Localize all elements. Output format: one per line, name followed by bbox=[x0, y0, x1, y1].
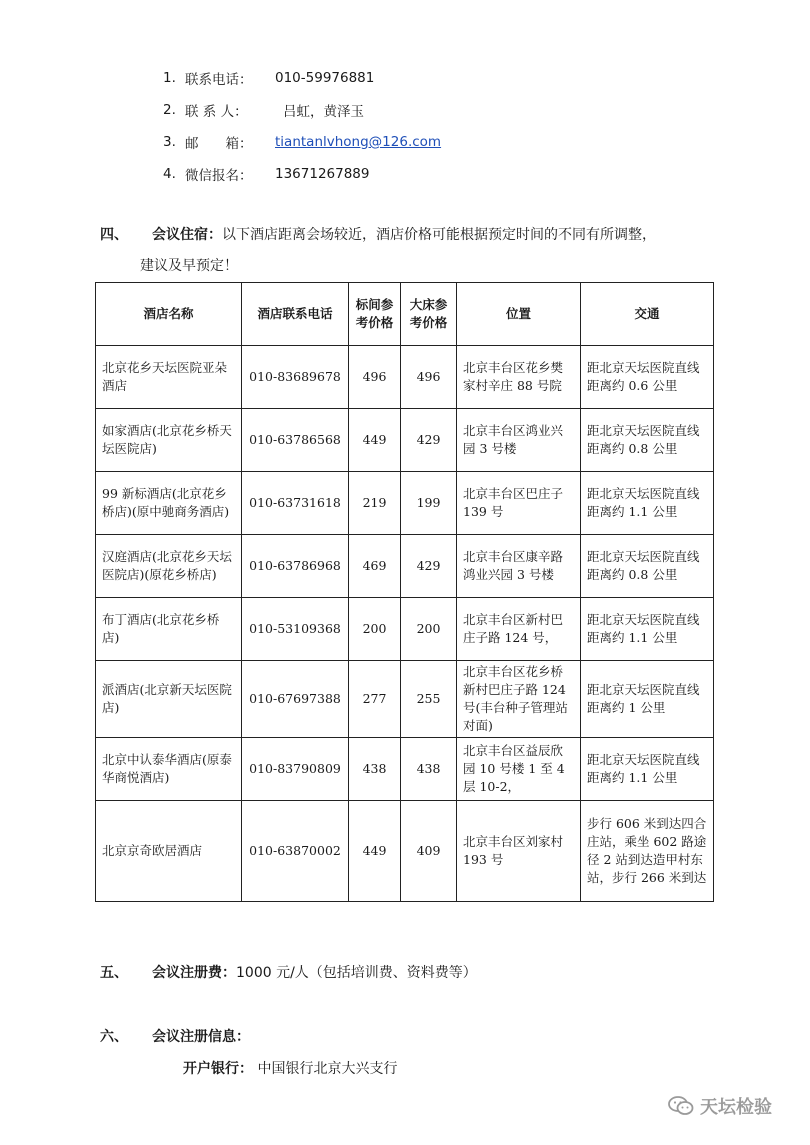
section-6-heading bbox=[100, 1026, 250, 1046]
list-number: 2. bbox=[163, 102, 176, 118]
hotel-name: 北京中认泰华酒店(原泰华商悦酒店) bbox=[96, 738, 242, 801]
table-row bbox=[96, 472, 714, 535]
list-number: 3. bbox=[163, 134, 176, 150]
standard-price: 449 bbox=[349, 801, 401, 902]
list-number: 1. bbox=[163, 70, 176, 86]
hotel-name: 派酒店(北京新天坛医院店) bbox=[96, 661, 242, 738]
hotel-phone: 010-63786568 bbox=[242, 409, 349, 472]
table-header-row bbox=[96, 283, 714, 346]
bank-info bbox=[183, 1058, 397, 1078]
section-text: 1000 元/人（包括培训费、资料费等） bbox=[236, 965, 477, 981]
hotel-location: 北京丰台区花乡樊家村辛庄 88 号院 bbox=[457, 346, 581, 409]
hotel-location: 北京丰台区康辛路鸿业兴园 3 号楼 bbox=[457, 535, 581, 598]
contact-list bbox=[163, 62, 441, 190]
header-location: 位置 bbox=[457, 283, 581, 346]
table-row bbox=[96, 661, 714, 738]
hotel-phone: 010-53109368 bbox=[242, 598, 349, 661]
hotel-location: 北京丰台区新村巴庄子路 124 号， bbox=[457, 598, 581, 661]
contact-value: 吕虹，黄泽玉 bbox=[283, 104, 364, 120]
table-row bbox=[96, 738, 714, 801]
contact-wechat bbox=[163, 158, 441, 190]
hotel-name: 如家酒店(北京花乡桥天坛医院店) bbox=[96, 409, 242, 472]
contact-label: 邮 箱： bbox=[185, 136, 253, 152]
table-row bbox=[96, 346, 714, 409]
section-title: 会议注册信息： bbox=[152, 1029, 250, 1045]
standard-price: 219 bbox=[349, 472, 401, 535]
contact-label: 微信报名： bbox=[185, 168, 253, 184]
standard-price: 200 bbox=[349, 598, 401, 661]
watermark-text: 天坛检验 bbox=[700, 1097, 772, 1118]
hotel-location: 北京丰台区益辰欣园 10 号楼 1 至 4 层 10-2， bbox=[457, 738, 581, 801]
contact-value: 010-59976881 bbox=[275, 70, 375, 86]
king-price: 255 bbox=[401, 661, 457, 738]
hotel-phone: 010-63731618 bbox=[242, 472, 349, 535]
section-title: 会议注册费： bbox=[152, 965, 236, 981]
standard-price: 496 bbox=[349, 346, 401, 409]
king-price: 199 bbox=[401, 472, 457, 535]
king-price: 496 bbox=[401, 346, 457, 409]
header-traffic: 交通 bbox=[581, 283, 714, 346]
hotel-table bbox=[95, 282, 714, 902]
header-hotel-name: 酒店名称 bbox=[96, 283, 242, 346]
hotel-traffic: 距北京天坛医院直线距离约 1 公里 bbox=[581, 661, 714, 738]
bank-value: 中国银行北京大兴支行 bbox=[257, 1061, 398, 1077]
hotel-traffic: 步行 606 米到达四合庄站，乘坐 602 路途径 2 站到达造甲村东站，步行 266 米到达 bbox=[581, 801, 714, 902]
bank-label: 开户银行： bbox=[183, 1061, 253, 1077]
hotel-traffic: 距北京天坛医院直线距离约 0.6 公里 bbox=[581, 346, 714, 409]
wechat-icon bbox=[668, 1095, 694, 1117]
hotel-location: 北京丰台区花乡桥新村巴庄子路 124 号(丰台种子管理站对面) bbox=[457, 661, 581, 738]
section-number: 四、 bbox=[100, 227, 128, 243]
hotel-phone: 010-63786968 bbox=[242, 535, 349, 598]
hotel-traffic: 距北京天坛医院直线距离约 1.1 公里 bbox=[581, 738, 714, 801]
contact-email bbox=[163, 126, 441, 158]
section-number: 五、 bbox=[100, 965, 128, 981]
hotel-phone: 010-83790809 bbox=[242, 738, 349, 801]
hotel-name: 99 新标酒店(北京花乡桥店)(原中驰商务酒店) bbox=[96, 472, 242, 535]
list-number: 4. bbox=[163, 166, 176, 182]
table-row bbox=[96, 801, 714, 902]
header-standard-price: 标间参考价格 bbox=[349, 283, 401, 346]
header-king-price: 大床参考价格 bbox=[401, 283, 457, 346]
king-price: 438 bbox=[401, 738, 457, 801]
table-row bbox=[96, 535, 714, 598]
hotel-traffic: 距北京天坛医院直线距离约 0.8 公里 bbox=[581, 409, 714, 472]
section-text: 以下酒店距离会场较近，酒店价格可能根据预定时间的不同有所调整， bbox=[222, 227, 656, 243]
king-price: 409 bbox=[401, 801, 457, 902]
contact-person bbox=[163, 94, 441, 126]
contact-phone bbox=[163, 62, 441, 94]
section-4-text-continued: 建议及早预定！ bbox=[140, 258, 238, 274]
standard-price: 438 bbox=[349, 738, 401, 801]
contact-label: 联系电话： bbox=[185, 72, 253, 88]
hotel-name: 北京京奇欧居酒店 bbox=[96, 801, 242, 902]
watermark bbox=[668, 1093, 772, 1119]
hotel-traffic: 距北京天坛医院直线距离约 1.1 公里 bbox=[581, 598, 714, 661]
table-row bbox=[96, 598, 714, 661]
section-5-heading bbox=[100, 962, 477, 982]
hotel-name: 汉庭酒店(北京花乡天坛医院店)(原花乡桥店) bbox=[96, 535, 242, 598]
king-price: 429 bbox=[401, 409, 457, 472]
hotel-name: 北京花乡天坛医院亚朵酒店 bbox=[96, 346, 242, 409]
hotel-phone: 010-83689678 bbox=[242, 346, 349, 409]
section-4-heading bbox=[100, 224, 656, 244]
contact-value: 13671267889 bbox=[275, 166, 370, 182]
section-title: 会议住宿： bbox=[152, 227, 222, 243]
hotel-phone: 010-67697388 bbox=[242, 661, 349, 738]
hotel-name: 布丁酒店(北京花乡桥店) bbox=[96, 598, 242, 661]
hotel-location: 北京丰台区鸿业兴园 3 号楼 bbox=[457, 409, 581, 472]
hotel-traffic: 距北京天坛医院直线距离约 1.1 公里 bbox=[581, 472, 714, 535]
standard-price: 449 bbox=[349, 409, 401, 472]
header-hotel-phone: 酒店联系电话 bbox=[242, 283, 349, 346]
hotel-location: 北京丰台区刘家村 193 号 bbox=[457, 801, 581, 902]
king-price: 429 bbox=[401, 535, 457, 598]
hotel-traffic: 距北京天坛医院直线距离约 0.8 公里 bbox=[581, 535, 714, 598]
email-link[interactable]: tiantanlvhong@126.com bbox=[275, 134, 442, 150]
standard-price: 469 bbox=[349, 535, 401, 598]
contact-label: 联 系 人： bbox=[185, 104, 248, 120]
section-number: 六、 bbox=[100, 1029, 128, 1045]
king-price: 200 bbox=[401, 598, 457, 661]
hotel-location: 北京丰台区巴庄子 139 号 bbox=[457, 472, 581, 535]
table-row bbox=[96, 409, 714, 472]
standard-price: 277 bbox=[349, 661, 401, 738]
hotel-phone: 010-63870002 bbox=[242, 801, 349, 902]
